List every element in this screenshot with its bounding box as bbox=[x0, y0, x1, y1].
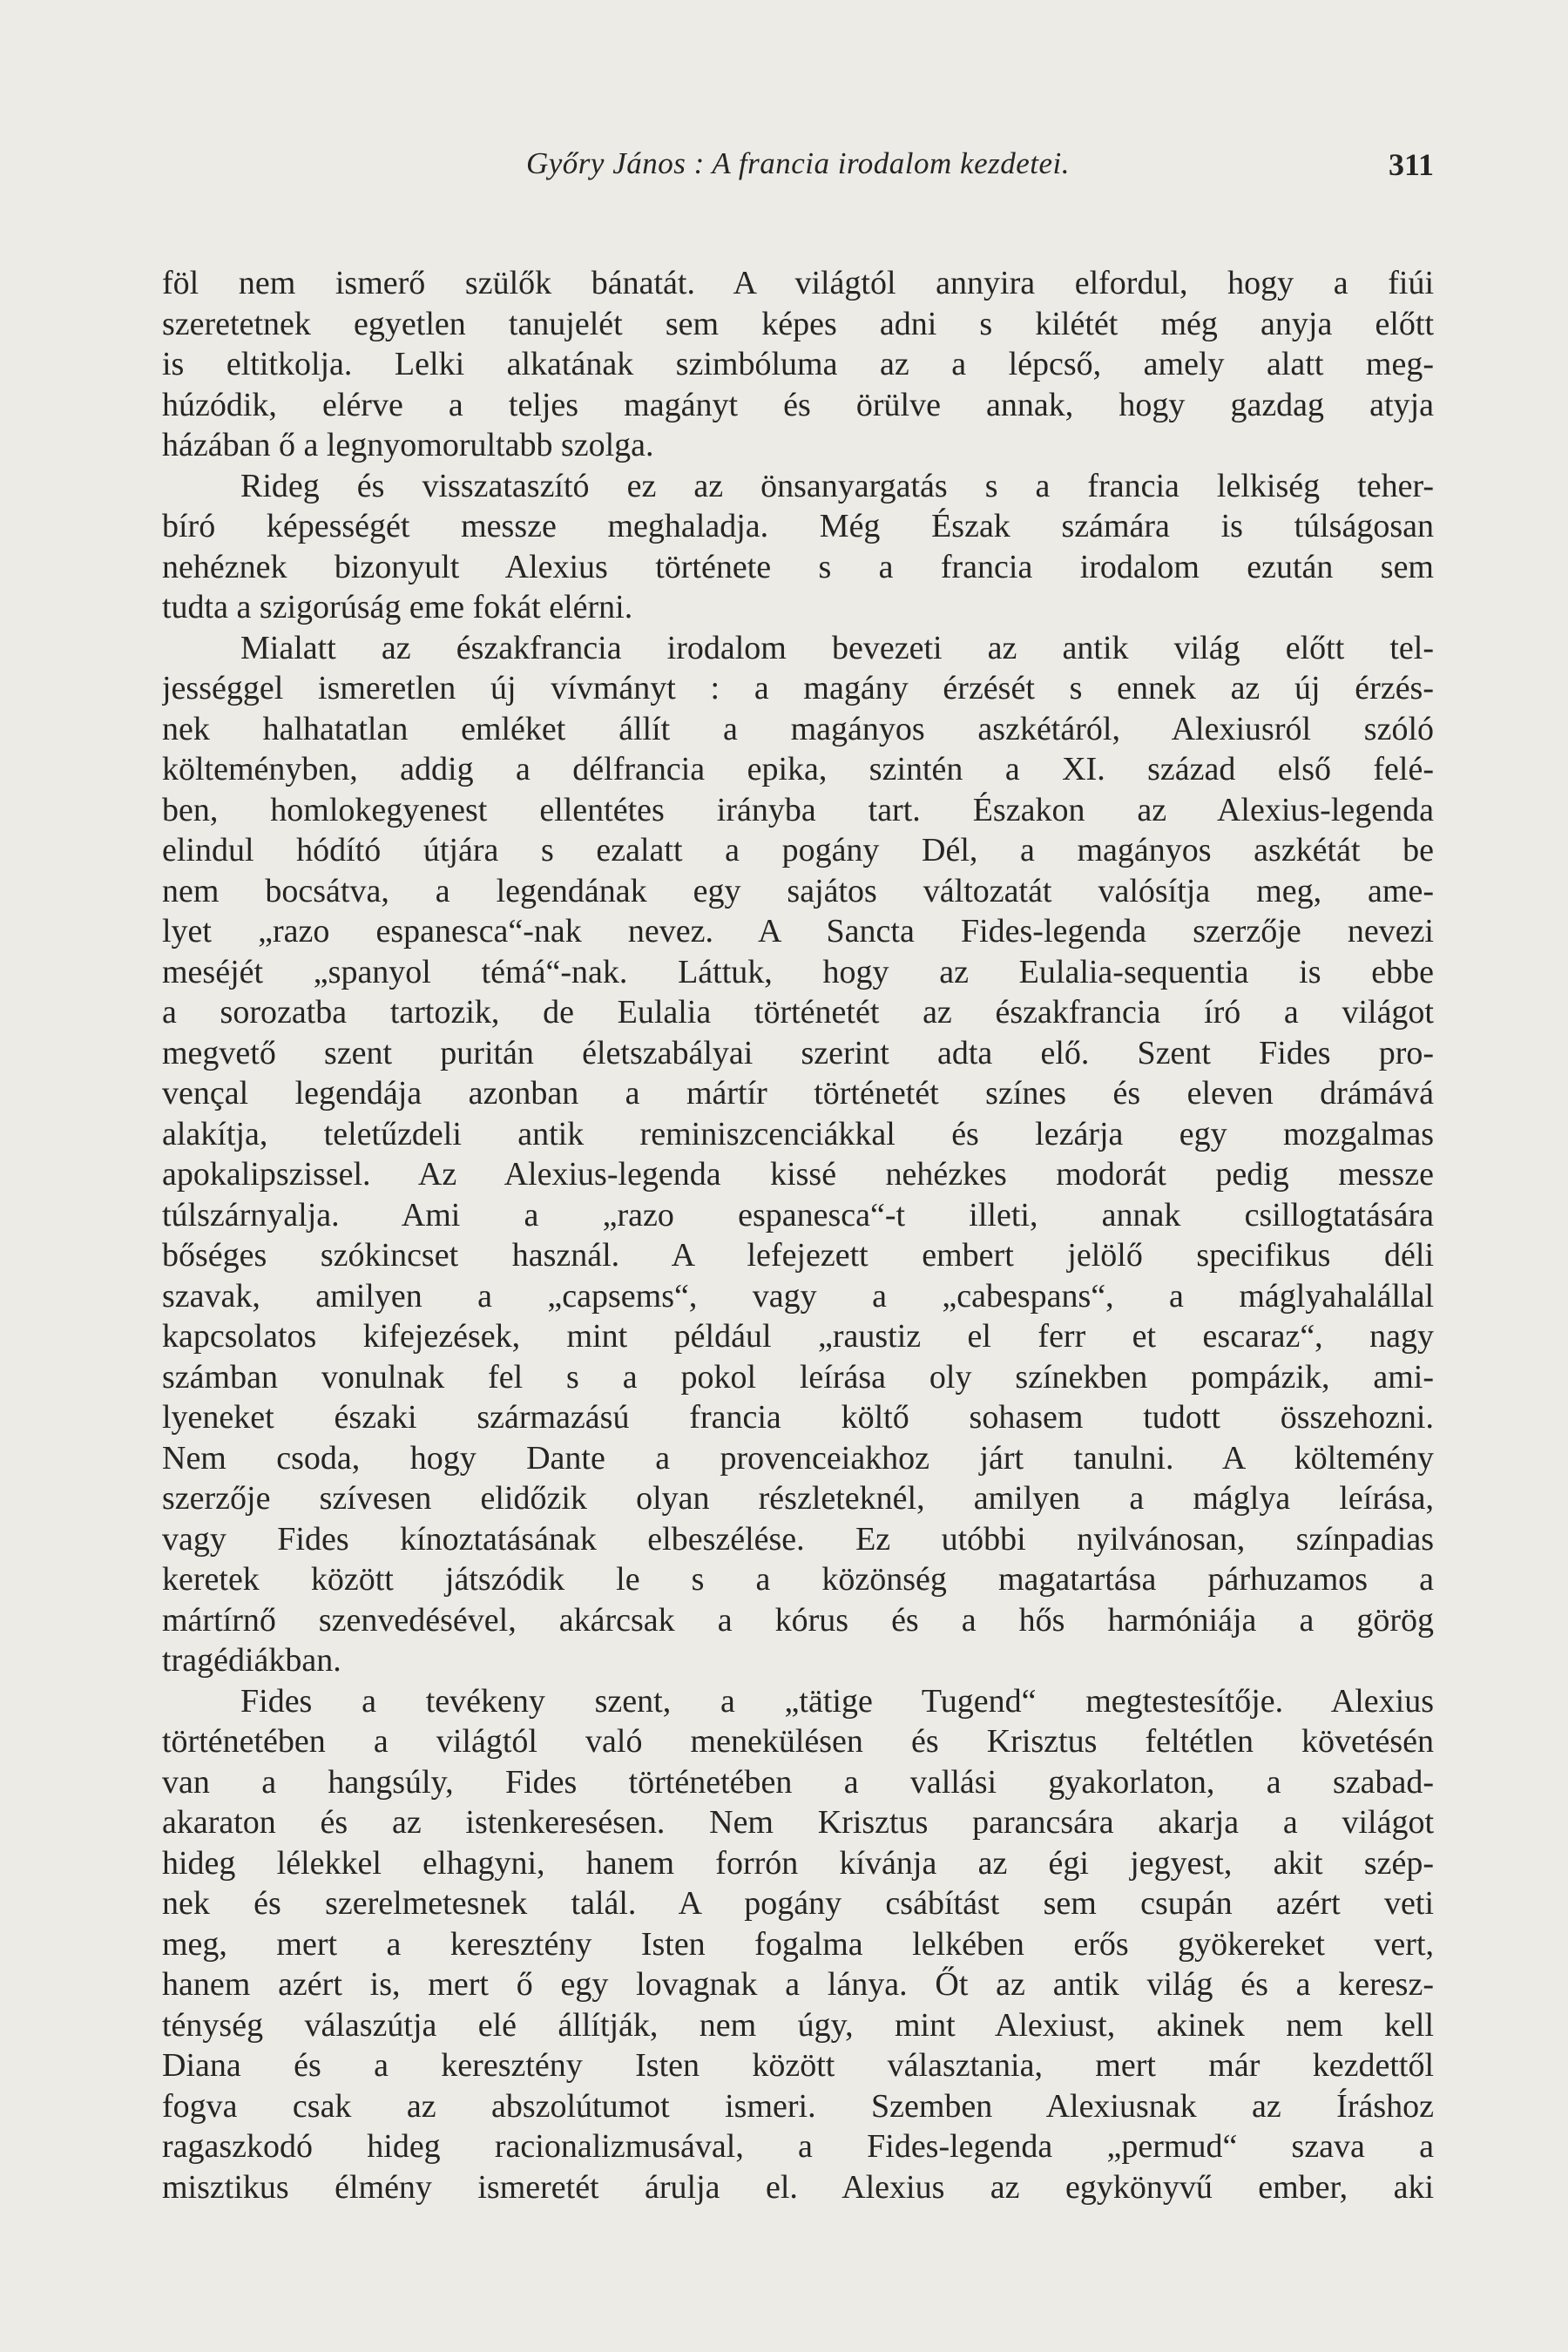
text-line: megvető szent puritán életszabályai szerint adta elő. Szent Fides pro- bbox=[162, 1034, 1434, 1071]
text-line: misztikus élmény ismeretét árulja el. Alexius az egykönyvű ember, aki bbox=[162, 2168, 1434, 2206]
text-line: nehéznek bizonyult Alexius története s a francia irodalom ezután sem bbox=[162, 548, 1434, 585]
text-line: ben, homlokegyenest ellentétes irányba tart. Északon az Alexius-legenda bbox=[162, 791, 1434, 828]
page-number: 311 bbox=[1388, 147, 1434, 182]
text-line: meséjét „spanyol témá“-nak. Láttuk, hogy az Eulalia-sequentia is ebbe bbox=[162, 953, 1434, 990]
text-line: költeményben, addig a délfrancia epika, szintén a XI. század első felé- bbox=[162, 751, 1434, 787]
text-line: ténység válaszútja elé állítják, nem úgy, mint Alexiust, akinek nem kell bbox=[162, 2006, 1434, 2044]
text-line: hanem azért is, mert ő egy lovagnak a lánya. Őt az antik világ és a keresz- bbox=[162, 1966, 1434, 2003]
text-line: szeretetnek egyetlen tanujelét sem képes adni s kilétét még anyja előtt bbox=[162, 305, 1434, 342]
text-line: túlszárnyalja. Ami a „razo espanesca“-t illeti, annak csillogtatására bbox=[162, 1196, 1434, 1233]
text-line: keretek között játszódik le s a közönség magatartása párhuzamos a bbox=[162, 1561, 1434, 1598]
text-line: kapcsolatos kifejezések, mint például „raustiz el ferr et escaraz“, nagy bbox=[162, 1318, 1434, 1355]
text-line: nek halhatatlan emléket állít a magányos aszkétáról, Alexiusról szóló bbox=[162, 710, 1434, 747]
text-line: történetében a világtól való menekülésen és Krisztus feltétlen követésén bbox=[162, 1723, 1434, 1760]
text-line: akaraton és az istenkeresésen. Nem Krisztus parancsára akarja a világot bbox=[162, 1804, 1434, 1841]
text-line: van a hangsúly, Fides történetében a vallási gyakorlaton, a szabad- bbox=[162, 1763, 1434, 1801]
text-line: ragaszkodó hideg racionalizmusával, a Fides-legenda „permud“ szava a bbox=[162, 2128, 1434, 2165]
text-line: lyet „razo espanesca“-nak nevez. A Sancta Fides-legenda szerzője nevezi bbox=[162, 913, 1434, 950]
text-line: lyeneket északi származású francia költő sohasem tudott összehozni. bbox=[162, 1399, 1434, 1436]
text-line: meg, mert a keresztény Isten fogalma lelkében erős gyökereket vert, bbox=[162, 1925, 1434, 1963]
text-line: elindul hódító útjára s ezalatt a pogány Dél, a magányos aszkétát be bbox=[162, 832, 1434, 868]
text-line: is eltitkolja. Lelki alkatának szimbóluma az a lépcső, amely alatt meg- bbox=[162, 346, 1434, 382]
text-line: tragédiákban. bbox=[162, 1642, 341, 1679]
text-line: Mialatt az északfrancia irodalom bevezeti az antik világ előtt tel- bbox=[240, 629, 1434, 666]
running-head: Győry János : A francia irodalom kezdetei. bbox=[526, 146, 1070, 180]
text-line: fogva csak az abszolútumot ismeri. Szemben Alexiusnak az Íráshoz bbox=[162, 2087, 1434, 2125]
body-text bbox=[162, 263, 1434, 2207]
text-line: a sorozatba tartozik, de Eulalia történetét az északfrancia író a világot bbox=[162, 994, 1434, 1031]
text-line: Rideg és visszataszító ez az önsanyargatás s a francia lelkiség teher- bbox=[240, 467, 1434, 504]
text-line: hideg lélekkel elhagyni, hanem forrón kívánja az égi jegyest, akit szép- bbox=[162, 1844, 1434, 1882]
text-line: vagy Fides kínoztatásának elbeszélése. Ez utóbbi nyilvánosan, színpadias bbox=[162, 1520, 1434, 1558]
page-header bbox=[162, 146, 1434, 190]
text-line: nem bocsátva, a legendának egy sajátos változatát valósítja meg, ame- bbox=[162, 872, 1434, 909]
text-line: bőséges szókincset használ. A lefejezett embert jelölő specifikus déli bbox=[162, 1237, 1434, 1274]
text-line: számban vonulnak fel s a pokol leírása oly színekben pompázik, ami- bbox=[162, 1358, 1434, 1396]
text-line: föl nem ismerő szülők bánatát. A világtól annyira elfordul, hogy a fiúi bbox=[162, 265, 1434, 301]
text-line: vençal legendája azonban a mártír történetét színes és eleven drámává bbox=[162, 1075, 1434, 1112]
text-line: tudta a szigorúság eme fokát elérni. bbox=[162, 589, 633, 625]
text-line: mártírnő szenvedésével, akárcsak a kórus és a hős harmóniája a görög bbox=[162, 1601, 1434, 1639]
text-line: szavak, amilyen a „capsems“, vagy a „cabespans“, a máglyahalállal bbox=[162, 1277, 1434, 1315]
text-line: Nem csoda, hogy Dante a provenceiakhoz járt tanulni. A költemény bbox=[162, 1439, 1434, 1477]
text-line: alakítja, teletűzdeli antik reminiszcenciákkal és lezárja egy mozgalmas bbox=[162, 1115, 1434, 1152]
text-line: apokalipszissel. Az Alexius-legenda kissé nehézkes modorát pedig messze bbox=[162, 1156, 1434, 1193]
text-line: jességgel ismeretlen új vívmányt : a magány érzését s ennek az új érzés- bbox=[162, 670, 1434, 706]
text-line: házában ő a legnyomorultabb szolga. bbox=[162, 427, 654, 463]
text-line: Fides a tevékeny szent, a „tätige Tugend“ megtestesítője. Alexius bbox=[240, 1682, 1434, 1720]
text-line: húzódik, elérve a teljes magányt és örülve annak, hogy gazdag atyja bbox=[162, 386, 1434, 423]
text-line: szerzője szívesen elidőzik olyan részleteknél, amilyen a máglya leírása, bbox=[162, 1480, 1434, 1517]
text-line: Diana és a keresztény Isten között választania, mert már kezdettől bbox=[162, 2047, 1434, 2084]
text-line: nek és szerelmetesnek talál. A pogány csábítást sem csupán azért veti bbox=[162, 1885, 1434, 1922]
text-line: bíró képességét messze meghaladja. Még Észak számára is túlságosan bbox=[162, 508, 1434, 544]
